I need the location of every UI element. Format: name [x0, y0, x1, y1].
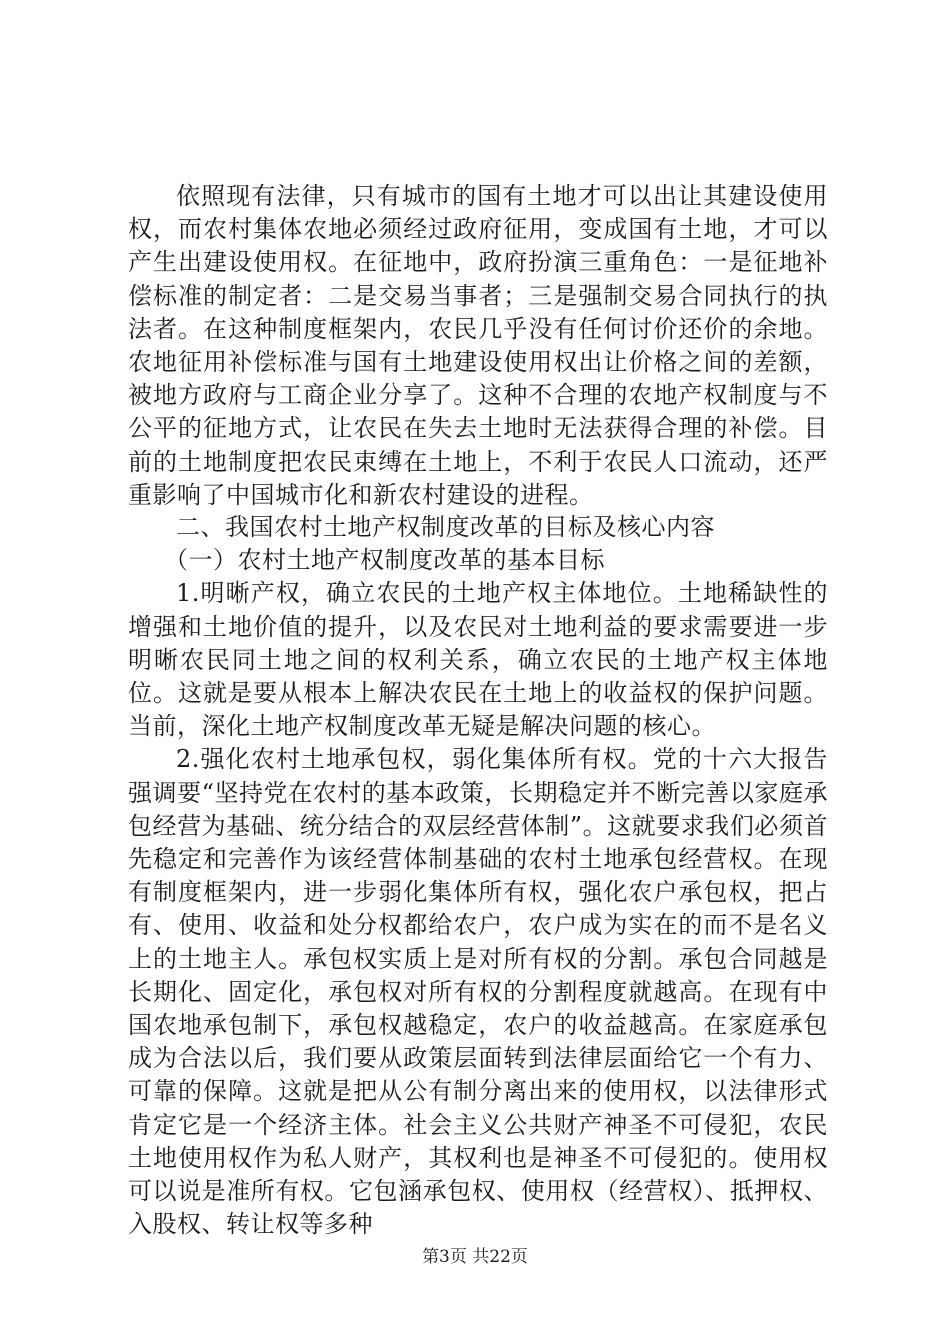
paragraph-clarify-property-rights: 1.明晰产权，确立农民的土地产权主体地位。土地稀缺性的增强和土地价值的提升，以及农民对土地利益的要求需要进一步明晰农民同土地之间的权利关系，确立农民的土地产权主体地位。这就是要从根本上解决农民在土地上的收益权的保护问题。当前，深化土地产权制度改革无疑是解决问题的核心。: [128, 579, 828, 741]
paragraph-strengthen-contract-rights: 2.强化农村土地承包权，弱化集体所有权。党的十六大报告强调要“坚持党在农村的基本政策，长期稳定并不断完善以家庭承包经营为基础、统分结合的双层经营体制”。这就要求我们必须首先稳定和完善作为该经营体制基础的农村土地承包经营权。在现有制度框架内，进一步弱化集体所有权，强化农户承包权，把占有、使用、收益和处分权都给农户，农户成为实在的而不是名义上的土地主人。承包权实质上是对所有权的分割。承包合同越是长期化、固定化，承包权对所有权的分割程度就越高。在现有中国农地承包制下，承包权越稳定，农户的收益越高。在家庭承包成为合法以后，我们要从政策层面转到法律层面给它一个有力、可靠的保障。这就是把从公有制分离出来的使用权，以法律形式肯定它是一个经济主体。社会主义公共财产神圣不可侵犯，农民土地使用权作为私人财产，其权利也是神圣不可侵犯的。使用权可以说是准所有权。它包涵承包权、使用权（经营权）、抵押权、入股权、转让权等多种: [128, 745, 828, 1239]
paragraph-land-requisition: 依照现有法律，只有城市的国有土地才可以出让其建设使用权，而农村集体农地必须经过政府征用，变成国有土地，才可以产生出建设使用权。在征地中，政府扮演三重角色：一是征地补偿标准的制定者：二是交易当事者；三是强制交易合同执行的执法者。在这种制度框架内，农民几乎没有任何讨价还价的余地。农地征用补偿标准与国有土地建设使用权出让价格之间的差额，被地方政府与工商企业分享了。这种不合理的农地产权制度与不公平的征地方式，让农民在失去土地时无法获得合理的补偿。目前的土地制度把农民束缚在土地上，不利于农民人口流动，还严重影响了中国城市化和新农村建设的进程。: [128, 182, 828, 509]
page-number-label: 第3页 共22页: [422, 1247, 528, 1267]
subsection-heading-1: （一）农村土地产权制度改革的基本目标: [164, 546, 605, 575]
text-block-upper: [128, 180, 828, 512]
page-footer: [0, 1242, 950, 1267]
section-heading-2: 二、我国农村土地产权制度改革的目标及核心内容: [176, 513, 715, 541]
text-block-lower: [128, 511, 828, 1241]
